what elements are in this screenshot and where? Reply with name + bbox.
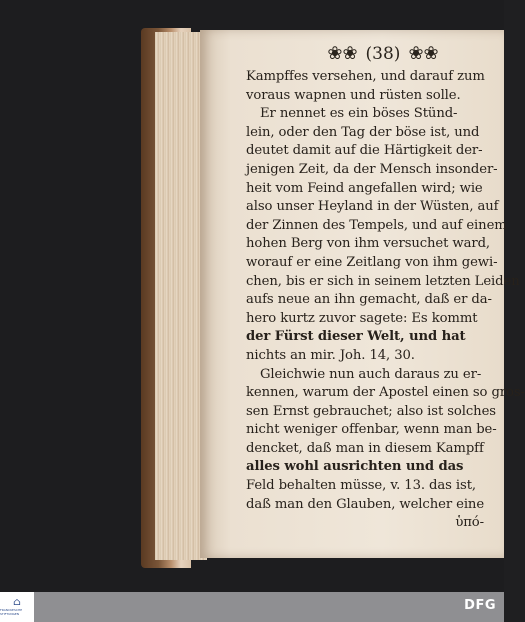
text-line: nichts an mir. Joh. 14, 30.: [246, 347, 415, 363]
text-line: nicht weniger offenbar, wenn man be-: [246, 422, 497, 438]
text-line: also unser Heyland in der Wüsten, auf: [246, 199, 499, 215]
building-icon: ⌂: [13, 597, 21, 608]
ornament-left-icon: ❀❀: [327, 43, 358, 64]
text-line: jenigen Zeit, da der Mensch insonder-: [246, 161, 498, 177]
text-line: der Zinnen des Tempels, und auf einem: [246, 217, 507, 233]
text-line: hero kurtz zuvor sagete: Es kommt: [246, 310, 478, 326]
text-line: daß man den Glauben, welcher eine: [246, 496, 485, 512]
text-line: aufs neue an ihn gemacht, daß er da-: [246, 292, 492, 308]
text-line: Feld behalten müsse, v. 13. das ist,: [246, 478, 476, 494]
text-line: worauf er eine Zeitlang von ihm gewi-: [246, 254, 498, 270]
text-line: lein, oder den Tag der böse ist, und: [246, 124, 480, 140]
ornament-right-icon: ❀❀: [408, 43, 439, 64]
dfg-logo[interactable]: DFG: [464, 598, 496, 613]
viewer-footer: [0, 592, 504, 622]
text-line: chen, bis er sich in seinem letzten Leiden: [246, 273, 520, 289]
text-line: sen Ernst gebrauchet; also ist solches: [246, 403, 496, 419]
text-line: kennen, warum der Apostel einen so gros-: [246, 385, 525, 401]
text-line: dencket, daß man in diesem Kampff: [246, 440, 484, 456]
text-line: deutet damit auf die Härtigkeit der-: [246, 143, 483, 159]
text-line: alles wohl ausrichten und das: [246, 459, 464, 475]
text-line: Gleichwie nun auch daraus zu er-: [260, 366, 482, 382]
text-line: voraus wapnen und rüsten solle.: [246, 87, 461, 103]
page-header: [318, 42, 448, 66]
text-line: Er nennet es ein böses Stünd-: [260, 106, 458, 122]
text-line: Kampffes versehen, und darauf zum: [246, 69, 485, 84]
text-line: der Fürst dieser Welt, und hat: [246, 329, 466, 345]
page-text: [246, 68, 525, 533]
text-line: hohen Berg von ihm versuchet ward,: [246, 236, 491, 252]
logo-caption: FRANCKESCHE STIFTUNGEN: [0, 608, 23, 616]
franckesche-stiftungen-logo[interactable]: [0, 592, 34, 622]
text-line: heit vom Feind angefallen wird; wie: [246, 180, 483, 196]
page-number: (38): [365, 44, 401, 64]
catchword: ὑπό-: [455, 515, 484, 531]
